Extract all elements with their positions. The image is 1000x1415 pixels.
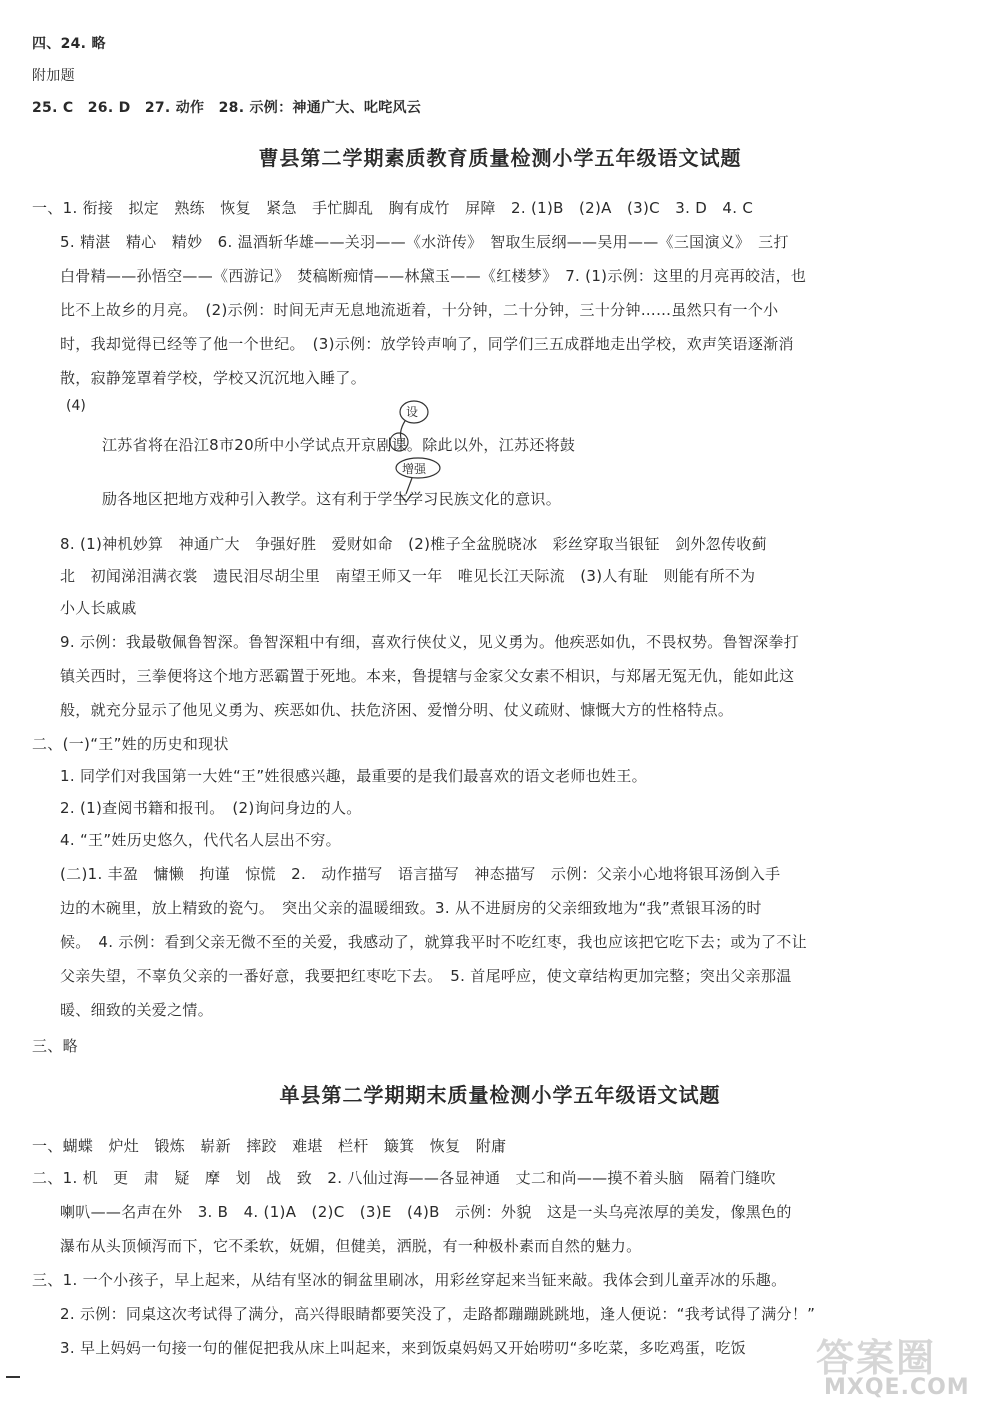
proofreading-text: 江苏省将在沿江8市20所中小学试点开京剧课。除此以外，江苏还将鼓 [102,436,576,454]
answer-line: 9. 示例：我最敬佩鲁智深。鲁智深粗中有细，喜欢行侠仗义，见义勇为。他疾恶如仇，不畏权势。鲁智深拳打 [60,633,800,651]
answer-line: 镇关西时，三拳便将这个地方恶霸置于死地。本来，鲁提辖与金家父女素不相识，与郑屠无冤无仇，能如此这 [60,667,795,685]
answer-line: 四、24. 略 [32,36,106,52]
answer-line: 喇叭——名声在外 3. B 4. (1)A (2)C (3)E (4)B 示例：外貌 这是一头乌亮浓厚的美发，像黑色的 [60,1203,792,1221]
question-tag: (4) [66,398,86,414]
answer-line: 2. 示例：同桌这次考试得了满分，高兴得眼睛都要笑没了，走路都蹦蹦跳跳地，逢人便说：“我考试得了满分！” [60,1305,816,1323]
replace-mark: 增强 [402,462,427,476]
watermark [794,1327,994,1407]
margin-mark [6,1376,20,1378]
answer-line: 三、1. 一个小孩子，早上起来，从结有坚冰的铜盆里刷冰，用彩丝穿起来当钲来敲。我体会到儿童弄冰的乐趣。 [32,1271,787,1289]
answer-line: (二)1. 丰盈 慵懒 拘谨 惊慌 2. 动作描写 语言描写 神态描写 示例：父亲小心地将银耳汤倒入手 [60,865,781,883]
answer-line: 瀑布从头顶倾泻而下，它不柔软，妩媚，但健美，洒脱，有一种极朴素而自然的魅力。 [60,1237,642,1255]
answer-line: 二、1. 机 更 肃 疑 摩 划 战 致 2. 八仙过海——各显神通 丈二和尚——摸不着头脑 隔着门缝吹 [32,1169,776,1187]
proofreading-text: 励各地区把地方戏种引入教学。这有利于学生学习民族文化的意识。 [102,490,562,508]
watermark-logo-text: 答案圈 [816,1336,937,1380]
answer-line: 3. 早上妈妈一句接一句的催促把我从床上叫起来，来到饭桌妈妈又开始唠叨“多吃菜，多吃鸡蛋，吃饭 [60,1339,746,1357]
watermark-url: MXQE.COM [824,1375,970,1400]
answer-line: 父亲失望，不辜负父亲的一番好意，我要把红枣吃下去。 5. 首尾呼应，使文章结构更加完整；突出父亲那温 [60,967,792,985]
answer-line: 25. C 26. D 27. 动作 28. 示例：神通广大、叱咤风云 [32,100,422,116]
answer-line: 时，我却觉得已经等了他一个世纪。 (3)示例：放学铃声响了，同学们三五成群地走出学校，欢声笑语逐渐消 [60,335,794,353]
answer-line: 散，寂静笼罩着学校，学校又沉沉地入睡了。 [60,369,367,387]
answer-line: 一、蝴蝶 炉灶 锻炼 崭新 摔跤 难堪 栏杆 簸箕 恢复 附庸 [32,1137,507,1155]
answer-line: 二、(一)“王”姓的历史和现状 [32,735,229,753]
answer-line: 白骨精——孙悟空——《西游记》 焚稿断痴情——林黛玉——《红楼梦》 7. (1)示例：这里的月亮再皎洁，也 [60,267,807,285]
answer-line: 2. (1)查阅书籍和报刊。 (2)询问身边的人。 [60,799,362,817]
insert-mark: 设 [406,405,419,419]
answer-line: 一、1. 衔接 拟定 熟练 恢复 紧急 手忙脚乱 胸有成竹 屏障 2. (1)B (2)A (3)C 3. D 4. C [32,199,754,217]
answer-line: 附加题 [32,68,75,84]
answer-line: 暖、细致的关爱之情。 [60,1001,214,1019]
answer-line: 三、略 [32,1037,78,1055]
answer-line: 小人长戚戚 [60,599,137,617]
answer-line: 候。 4. 示例：看到父亲无微不至的关爱，我感动了，就算我平时不吃红枣，我也应该把它吃下去；或为了不让 [60,933,807,951]
answer-line: 8. (1)神机妙算 神通广大 争强好胜 爱财如命 (2)椎子全盆脱晓冰 彩丝穿取当银钲 剑外忽传收蓟 [60,535,767,553]
answer-line: 比不上故乡的月亮。 (2)示例：时间无声无息地流逝着，十分钟，二十分钟，三十分钟……虽然只有一个小 [60,301,779,319]
answer-line: 般，就充分显示了他见义勇为、疾恶如仇、扶危济困、爱憎分明、仗义疏财、慷慨大方的性格特点。 [60,701,734,719]
answer-line: 5. 精湛 精心 精妙 6. 温酒斩华雄——关羽——《水浒传》 智取生辰纲——吴用——《三国演义》 三打 [60,233,789,251]
section-title: 曹县第二学期素质教育质量检测小学五年级语文试题 [258,146,742,170]
section-title: 单县第二学期期末质量检测小学五年级语文试题 [279,1083,721,1107]
answer-line: 边的木碗里，放上精致的瓷勺。 突出父亲的温暖细致。3. 从不进厨房的父亲细致地为“我”煮银耳汤的时 [60,899,762,917]
answer-line: 1. 同学们对我国第一大姓“王”姓很感兴趣，最重要的是我们最喜欢的语文老师也姓王。 [60,767,647,785]
answer-line: 4. “王”姓历史悠久，代代名人层出不穷。 [60,831,341,849]
answer-line: 北 初闻涕泪满衣裳 遗民泪尽胡尘里 南望王师又一年 唯见长江天际流 (3)人有耻 则能有所不为 [60,567,756,585]
proofreading-figure [60,398,780,518]
